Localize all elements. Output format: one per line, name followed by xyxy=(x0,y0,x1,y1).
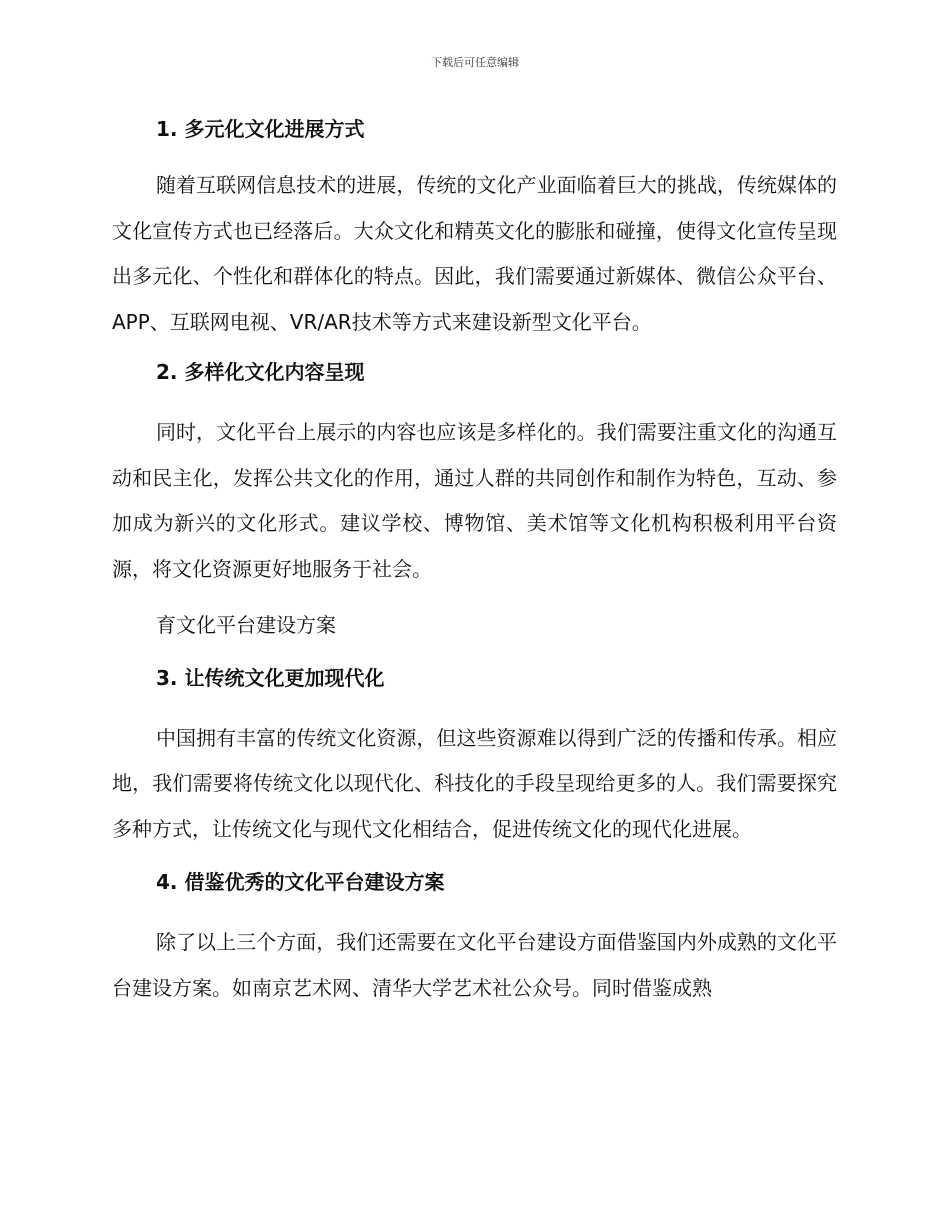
section-paragraph-3: 中国拥有丰富的传统文化资源，但这些资源难以得到广泛的传播和传承。相应地，我们需要将传统文化以现代化、科技化的手段呈现给更多的人。我们需要探究多种方式，让传统文化与现代文化相结合，促进传统文化的现代化进展。 xyxy=(112,725,837,841)
section-heading-4: 4. 借鉴优秀的文化平台建设方案 xyxy=(156,870,445,894)
section-paragraph-4: 除了以上三个方面，我们还需要在文化平台建设方面借鉴国内外成熟的文化平台建设方案。如南京艺术网、清华大学艺术社公众号。同时借鉴成熟 xyxy=(112,930,837,1000)
section-heading-2: 2. 多样化文化内容呈现 xyxy=(156,360,365,384)
section-heading-1: 1. 多元化文化进展方式 xyxy=(156,117,365,141)
section-heading-3: 3. 让传统文化更加现代化 xyxy=(156,665,385,690)
section-subtitle: 育文化平台建设方案 xyxy=(156,613,336,637)
document-body xyxy=(112,112,837,1011)
page-header: 下载后可任意编辑 xyxy=(431,56,519,69)
section-paragraph-2: 同时，文化平台上展示的内容也应该是多样化的。我们需要注重文化的沟通互动和民主化，发挥公共文化的作用，通过人群的共同创作和制作为特色，互动、参加成为新兴的文化形式。建议学校、博物馆、美术馆等文化机构积极利用平台资源，将文化资源更好地服务于社会。 xyxy=(112,420,837,581)
section-paragraph-1: 随着互联网信息技术的进展，传统的文化产业面临着巨大的挑战，传统媒体的文化宣传方式也已经落后。大众文化和精英文化的膨胀和碰撞，使得文化宣传呈现出多元化、个性化和群体化的特点。因此，我们需要通过新媒体、微信公众平台、APP、互联网电视、VR/AR技术等方式来建设新型文化平台。 xyxy=(112,173,837,334)
